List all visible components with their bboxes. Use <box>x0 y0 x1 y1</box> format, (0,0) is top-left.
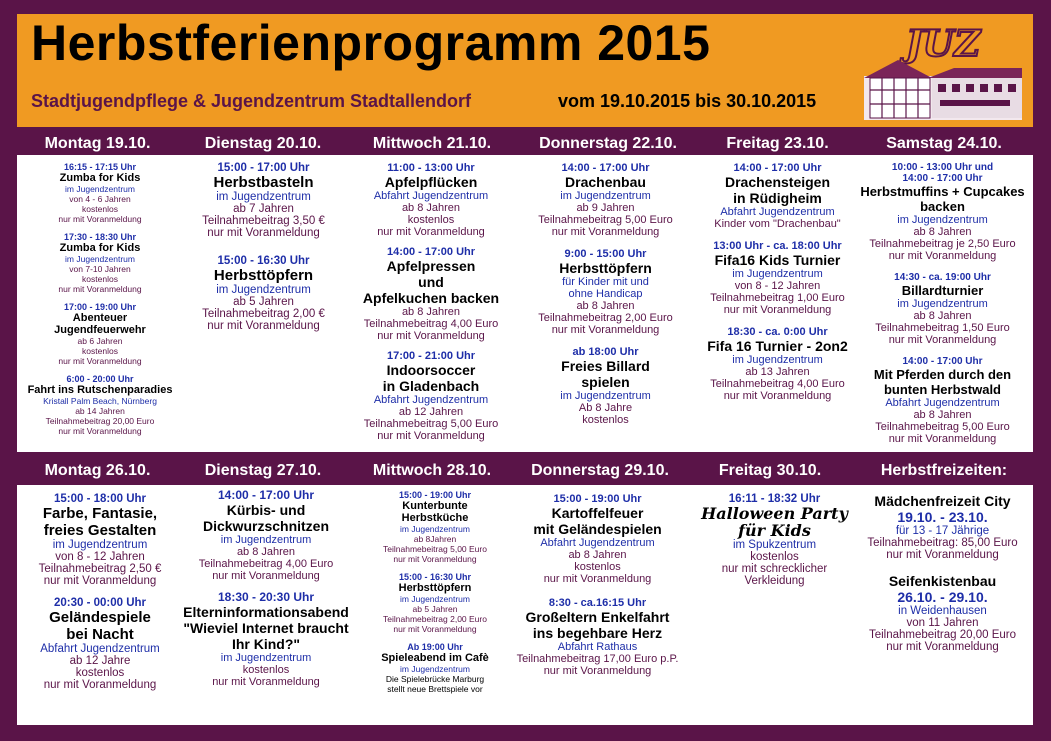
event-time: 14:00 - 17:00 Uhr <box>561 162 650 174</box>
camp-detail: für 13 - 17 Jährige <box>895 525 990 537</box>
event-title: Herbsttöpfern <box>559 260 652 276</box>
event-time: 15:00 - 18:00 Uhr <box>53 493 147 505</box>
event-detail: ab 12 Jahre <box>69 655 131 667</box>
event <box>517 162 694 238</box>
week1-thursday <box>517 162 694 434</box>
event-time: 11:00 - 13:00 Uhr <box>387 162 475 174</box>
event-detail: im Jugendzentrum <box>220 652 312 664</box>
day-header-wed-1: Mittwoch 21.10. <box>372 135 492 152</box>
event-detail: Kristall Palm Beach, Nürnberg <box>43 396 157 406</box>
week1-monday <box>20 162 180 444</box>
event-detail: ohne Handicap <box>568 288 643 300</box>
day-header-camps: Herbstfreizeiten: <box>880 462 1008 479</box>
date-range: vom 19.10.2015 bis 30.10.2015 <box>558 91 817 111</box>
event-time: 8:30 - ca.16:15 Uhr <box>548 597 647 609</box>
event-detail: Teilnahmebeitrag 2,50 € <box>38 563 162 575</box>
event <box>517 346 694 426</box>
event-time: 10:00 - 13:00 Uhr und <box>891 162 994 173</box>
camp-detail: nur mit Voranmeldung <box>886 549 999 561</box>
event-detail: ab 8 Jahren <box>401 202 461 214</box>
event-title: "Wieviel Internet braucht <box>183 620 349 636</box>
event-detail: Teilnahmebeitrag 17,00 Euro p.P. <box>516 653 679 665</box>
event-detail: kostenlos <box>242 664 290 676</box>
camp-detail: Teilnahmebeitrag: 85,00 Euro <box>867 537 1018 549</box>
event-detail: nur mit Voranmeldung <box>43 679 157 691</box>
event-detail: im Jugendzentrum <box>732 354 823 366</box>
camp <box>855 493 1030 561</box>
event-time: 14:00 - 17:00 Uhr <box>733 162 822 174</box>
event <box>20 302 180 366</box>
event-detail: ab 9 Jahren <box>576 202 635 214</box>
event-time: 14:00 - 17:00 Uhr <box>386 246 476 258</box>
event <box>855 272 1030 346</box>
camp-detail: von 11 Jahren <box>906 617 979 629</box>
event-detail: Abfahrt Rathaus <box>557 641 638 653</box>
event-detail: Verkleidung <box>744 575 805 587</box>
event-detail: stellt neue Brettspiele vor <box>387 684 483 694</box>
week2-wednesday <box>355 490 515 702</box>
halloween-party-title: Halloween Party <box>701 504 848 523</box>
event-detail: im Jugendzentrum <box>216 284 311 296</box>
event-detail: Abfahrt Jugendzentrum <box>720 206 835 218</box>
event-detail: im Jugendzentrum <box>220 534 312 546</box>
day-header-fri-2: Freitag 30.10. <box>718 462 822 479</box>
organizer-subtitle: Stadtjugendpflege & Jugendzentrum Stadtallendorf <box>31 91 472 111</box>
event-detail: nur mit Voranmeldung <box>551 324 660 336</box>
event-title: Apfelpressen <box>386 258 476 274</box>
event <box>697 493 852 587</box>
event-detail: nur mit Voranmeldung <box>377 430 485 442</box>
event <box>350 246 512 342</box>
event-time: 17:30 - 18:30 Uhr <box>63 232 137 242</box>
event-title: Großeltern Enkelfahrt <box>525 609 670 625</box>
event-detail: Teilnahmebeitrag 20,00 Euro <box>45 416 155 426</box>
event-detail: von 8 - 12 Jahren <box>55 551 145 563</box>
day-header-sat-1: Samstag 24.10. <box>886 135 1002 152</box>
event-detail: nur mit Voranmeldung <box>377 330 485 342</box>
camp-title: Mädchenfreizeit City <box>874 493 1011 509</box>
event-title: bunten Herbstwald <box>883 382 1001 397</box>
week1-wednesday <box>350 162 512 450</box>
event-detail: nur mit Voranmeldung <box>888 433 997 445</box>
event-detail: ab 8 Jahren <box>236 546 296 558</box>
event-time: 14:00 - 17:00 Uhr <box>902 356 983 367</box>
event-title: Apfelpflücken <box>384 174 478 190</box>
event-detail: ab 14 Jahren <box>75 406 125 416</box>
event-detail: Ab 8 Jahre <box>578 402 633 414</box>
event-detail: Abfahrt Jugendzentrum <box>373 190 489 202</box>
event-detail: Kinder vom "Drachenbau" <box>714 218 841 230</box>
juz-logo-text: JUZ <box>905 23 981 65</box>
event-detail: nur mit Voranmeldung <box>43 575 157 587</box>
event-title: Herbsttöpfern <box>398 582 472 594</box>
event <box>700 326 855 402</box>
event-detail: nur mit Voranmeldung <box>888 250 997 262</box>
event-detail: im Jugendzentrum <box>400 594 470 604</box>
camp-title: Seifenkistenbau <box>888 573 997 589</box>
event-time: 15:00 - 19:00 Uhr <box>553 493 642 505</box>
event-title: Mit Pferden durch den <box>873 367 1012 382</box>
event-detail: kostenlos <box>582 414 629 426</box>
week2-friday <box>697 493 852 595</box>
event-title: Apfelkuchen backen <box>362 290 500 306</box>
event-detail: im Jugendzentrum <box>897 214 988 226</box>
event-detail: Teilnahmebeitrag 1,00 Euro <box>710 292 845 304</box>
event-detail: ab 7 Jahren <box>233 203 294 215</box>
event-detail: Abfahrt Jugendzentrum <box>373 394 489 406</box>
event-detail: kostenlos <box>75 667 125 679</box>
event-time: 15:00 - 17:00 Uhr <box>217 162 310 174</box>
event-detail: ab 8 Jahren <box>913 226 972 238</box>
event-detail: von 4 - 6 Jahren <box>69 194 131 204</box>
event-detail: nur mit Voranmeldung <box>723 304 832 316</box>
event-title: in Gladenbach <box>382 378 480 394</box>
event <box>182 162 345 239</box>
event-detail: Abfahrt Jugendzentrum <box>885 397 1000 409</box>
event-time: 15:00 - 19:00 Uhr <box>398 490 472 500</box>
event <box>510 493 685 585</box>
event-detail: nur mit Voranmeldung <box>212 676 320 688</box>
event <box>355 642 515 694</box>
event-detail: kostenlos <box>407 214 455 226</box>
event-detail: ab 12 Jahren <box>398 406 464 418</box>
event-detail: Teilnahmebeitrag 1,50 Euro <box>875 322 1010 334</box>
event <box>20 374 180 436</box>
event-detail: ab 8 Jahren <box>568 549 627 561</box>
event-detail: im Jugendzentrum <box>400 664 470 674</box>
event-time: 9:00 - 15:00 Uhr <box>564 248 647 260</box>
event-title: Spieleabend im Cafè <box>381 652 489 664</box>
event-title: Farbe, Fantasie, <box>42 505 158 522</box>
event-title: Herbstmuffins + Cupcakes <box>860 184 1025 199</box>
event-title: Kunterbunte <box>402 500 468 512</box>
event-title: in Rüdigheim <box>733 190 822 206</box>
event-detail: ab 5 Jahren <box>412 604 458 614</box>
event-detail: nur mit Voranmeldung <box>551 226 660 238</box>
event-time: ab 18:00 Uhr <box>572 346 639 358</box>
event-detail: nur mit Voranmeldung <box>58 214 142 224</box>
event-title: Kürbis- und <box>226 502 306 518</box>
event-time: 14:00 - 17:00 Uhr <box>902 173 983 184</box>
event <box>355 490 515 564</box>
event-detail: Teilnahmebeitrag 5,00 Euro <box>383 544 487 554</box>
week2-tuesday <box>180 488 352 696</box>
event-detail: Teilnahmebeitrag 5,00 Euro <box>538 214 673 226</box>
event-time: 18:30 - 20:30 Uhr <box>217 590 315 604</box>
event <box>182 255 345 332</box>
event-detail: Teilnahmebeitrag 2,00 Euro <box>538 312 673 324</box>
event-detail: kostenlos <box>82 204 118 214</box>
event-detail: nur mit Voranmeldung <box>212 570 320 582</box>
event-title: Geländespiele <box>49 609 151 626</box>
event-title: freies Gestalten <box>43 522 157 539</box>
event <box>180 488 352 582</box>
event-time: 16:15 - 17:15 Uhr <box>63 162 137 172</box>
event-time: Ab 19:00 Uhr <box>407 642 463 652</box>
header-banner <box>17 14 1033 127</box>
event-detail: nur mit schrecklicher <box>721 563 828 575</box>
event-title: Drachenbau <box>565 174 646 190</box>
event-title: bei Nacht <box>66 626 134 643</box>
event-time: 15:00 - 16:30 Uhr <box>217 255 310 267</box>
event-title: Fifa 16 Turnier - 2on2 <box>707 338 848 354</box>
event <box>700 240 855 316</box>
event-detail: Teilnahmebeitrag 2,00 € <box>202 308 325 320</box>
event <box>20 162 180 224</box>
event-detail: Teilnahmebeitrag 2,00 Euro <box>383 614 487 624</box>
event-detail: Teilnahmebeitrag 5,00 Euro <box>363 418 499 430</box>
event-detail: ab 6 Jahren <box>77 336 123 346</box>
autumn-camps <box>855 493 1030 661</box>
halloween-party-title: für Kids <box>738 521 811 540</box>
event <box>350 350 512 442</box>
event-detail: Abfahrt Jugendzentrum <box>540 537 655 549</box>
event-title: backen <box>920 199 965 214</box>
day-header-fri-1: Freitag 23.10. <box>726 135 829 152</box>
day-header-tue-1: Dienstag 20.10. <box>204 135 322 152</box>
event-detail: nur mit Voranmeldung <box>393 624 477 634</box>
event-detail: Abfahrt Jugendzentrum <box>40 643 160 655</box>
event-time: 15:00 - 16:30 Uhr <box>398 572 472 582</box>
event-title: Zumba for Kids <box>59 172 141 184</box>
event-detail: kostenlos <box>574 561 621 573</box>
event-detail: Teilnahmebeitrag 5,00 Euro <box>875 421 1010 433</box>
event-time: 14:00 - 17:00 Uhr <box>217 488 315 502</box>
event-time: 13:00 Uhr - ca. 18:00 Uhr <box>713 240 842 252</box>
event-detail: im Jugendzentrum <box>560 390 651 402</box>
event-title: ins begehbare Herz <box>532 625 663 641</box>
event-detail: nur mit Voranmeldung <box>723 390 832 402</box>
event-detail: Die Spielebrücke Marburg <box>385 674 485 684</box>
event-detail: nur mit Voranmeldung <box>543 665 652 677</box>
event <box>355 572 515 634</box>
camp-detail: Teilnahmebeitrag 20,00 Euro <box>868 629 1017 641</box>
camp-detail: in Weidenhausen <box>898 605 987 617</box>
event-time: 20:30 - 00:00 Uhr <box>53 597 147 609</box>
event-title: Dickwurzschnitzen <box>202 518 330 534</box>
week1-tuesday <box>182 162 345 340</box>
event-time: 17:00 - 19:00 Uhr <box>63 302 137 312</box>
event-detail: im Spukzentrum <box>732 539 817 551</box>
event <box>517 248 694 336</box>
event-detail: Teilnahmebeitrag je 2,50 Euro <box>869 238 1016 250</box>
event-detail: nur mit Voranmeldung <box>58 426 142 436</box>
event <box>350 162 512 238</box>
event-title: Fahrt ins Rutschenparadies <box>27 384 173 396</box>
event-detail: nur mit Voranmeldung <box>393 554 477 564</box>
week2-thursday <box>510 493 685 685</box>
event-title: Zumba for Kids <box>59 242 141 254</box>
event-detail: kostenlos <box>82 346 118 356</box>
page-title: Herbstferienprogramm 2015 <box>31 15 711 71</box>
event-time: 6:00 - 20:00 Uhr <box>66 374 134 384</box>
event <box>20 493 180 587</box>
day-header-thu-1: Donnerstag 22.10. <box>539 135 677 152</box>
event-detail: im Jugendzentrum <box>400 524 470 534</box>
week2-monday <box>20 493 180 699</box>
event-detail: ab 8 Jahren <box>913 409 972 421</box>
event-title: Herbstbasteln <box>213 174 314 191</box>
event-title: Indoorsoccer <box>386 362 476 378</box>
event-time: 18:30 - ca. 0:00 Uhr <box>727 326 828 338</box>
event-title: Kartoffelfeuer <box>551 505 644 521</box>
event <box>700 162 855 230</box>
camp-dates: 26.10. - 29.10. <box>897 589 988 605</box>
event-detail: ab 8Jahren <box>413 534 457 544</box>
event-title: Herbstküche <box>401 512 469 524</box>
event-title: Drachensteigen <box>724 174 831 190</box>
event <box>20 232 180 294</box>
camp-detail: nur mit Voranmeldung <box>886 641 999 653</box>
event-detail: ab 13 Jahren <box>745 366 810 378</box>
juz-logo <box>858 20 1028 124</box>
event-detail: Teilnahmebeitrag 3,50 € <box>202 215 325 227</box>
camp <box>855 573 1030 653</box>
event <box>855 162 1030 262</box>
event-title: Jugendfeuerwehr <box>54 324 146 336</box>
event-detail: im Jugendzentrum <box>216 191 311 203</box>
event-title: mit Geländespielen <box>533 521 662 537</box>
event-detail: im Jugendzentrum <box>560 190 651 202</box>
event-title: Abenteuer <box>72 312 128 324</box>
event-detail: Teilnahmebeitrag 4,00 Euro <box>198 558 334 570</box>
day-header-wed-2: Mittwoch 28.10. <box>372 462 492 479</box>
event-detail: im Jugendzentrum <box>52 539 148 551</box>
event-detail: Teilnahmebeitrag 4,00 Euro <box>710 378 845 390</box>
event-detail: für Kinder mit und <box>562 276 649 288</box>
event-detail: nur mit Voranmeldung <box>888 334 997 346</box>
event-time: 17:00 - 21:00 Uhr <box>386 350 476 362</box>
event-detail: nur mit Voranmeldung <box>207 227 320 239</box>
event-title: Freies Billard <box>561 358 650 374</box>
event-title: Billardturnier <box>901 283 984 298</box>
day-header-tue-2: Dienstag 27.10. <box>204 462 322 479</box>
event-detail: ab 8 Jahren <box>401 306 461 318</box>
event-detail: ab 5 Jahren <box>233 296 294 308</box>
event-detail: nur mit Voranmeldung <box>207 320 320 332</box>
day-header-thu-2: Donnerstag 29.10. <box>531 462 669 479</box>
event-detail: im Jugendzentrum <box>732 268 823 280</box>
event-time: 14:30 - ca. 19:00 Uhr <box>894 272 991 283</box>
event-detail: kostenlos <box>82 274 118 284</box>
event <box>20 597 180 691</box>
event-time: 16:11 - 18:32 Uhr <box>728 493 821 505</box>
event-detail: von 8 - 12 Jahren <box>734 280 821 292</box>
event-detail: nur mit Voranmeldung <box>543 573 652 585</box>
event-detail: nur mit Voranmeldung <box>58 284 142 294</box>
event-detail: Teilnahmebeitrag 4,00 Euro <box>363 318 499 330</box>
event-detail: nur mit Voranmeldung <box>377 226 485 238</box>
week1-saturday <box>855 162 1030 453</box>
event-title: Herbsttöpfern <box>213 267 314 284</box>
event-title: Elterninformationsabend <box>183 604 349 620</box>
day-header-mon-2: Montag 26.10. <box>44 462 151 479</box>
week1-friday <box>700 162 855 410</box>
week1-panel <box>17 155 1033 452</box>
camp-dates: 19.10. - 23.10. <box>897 509 988 525</box>
event-title: spielen <box>581 374 630 390</box>
event-detail: im Jugendzentrum <box>65 254 135 264</box>
event <box>510 597 685 677</box>
event-detail: im Jugendzentrum <box>897 298 988 310</box>
event-title: und <box>418 274 444 290</box>
event-detail: ab 8 Jahren <box>576 300 635 312</box>
event <box>180 590 352 688</box>
event-detail: ab 8 Jahren <box>913 310 972 322</box>
event-detail: kostenlos <box>750 551 799 563</box>
event-detail: nur mit Voranmeldung <box>58 356 142 366</box>
day-header-mon-1: Montag 19.10. <box>44 135 151 152</box>
week2-panel <box>17 485 1033 725</box>
event-title: Fifa16 Kids Turnier <box>714 252 841 268</box>
event <box>855 356 1030 445</box>
event-detail: im Jugendzentrum <box>65 184 135 194</box>
event-title: Ihr Kind?" <box>231 636 301 652</box>
event-detail: von 7-10 Jahren <box>69 264 131 274</box>
